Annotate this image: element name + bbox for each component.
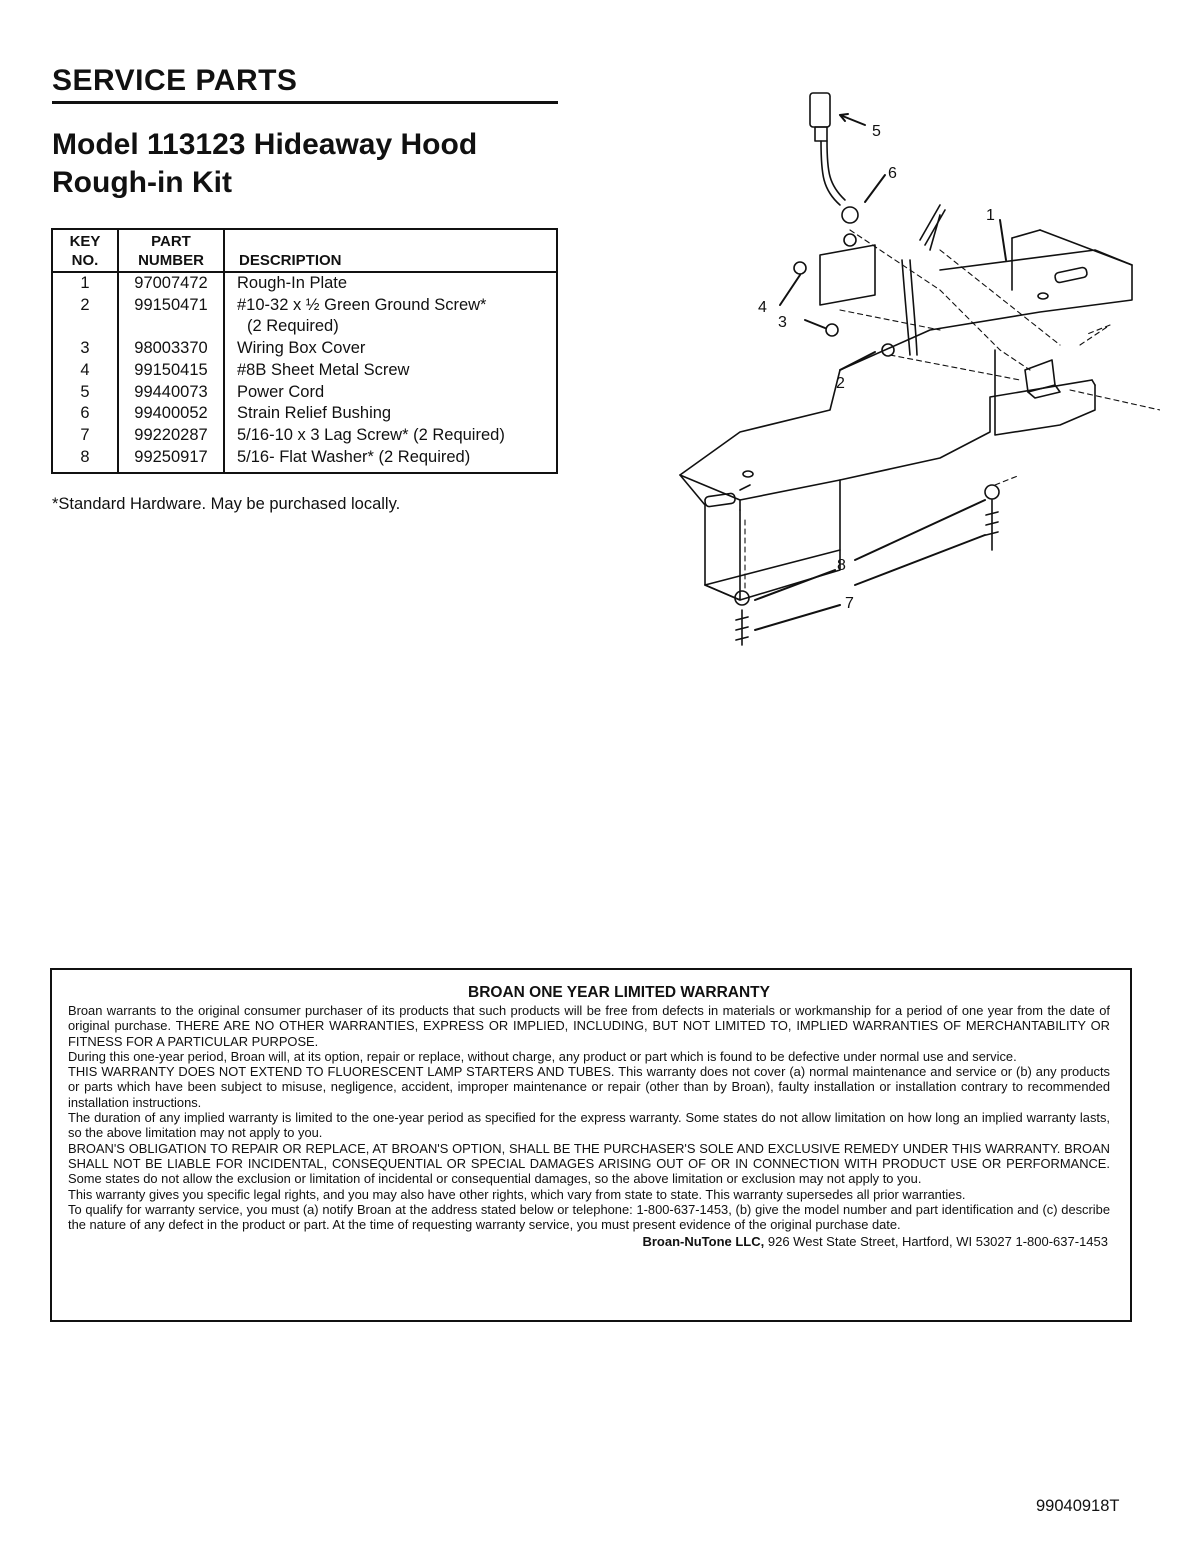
warranty-title: BROAN ONE YEAR LIMITED WARRANTY xyxy=(468,984,770,1001)
description: Rough-In Plate xyxy=(237,274,348,292)
part-number: 98003370 xyxy=(118,338,224,360)
table-row xyxy=(52,447,557,474)
part-number: 99440073 xyxy=(118,382,224,404)
part-number-header: PART NUMBER xyxy=(118,229,224,272)
part-number: 99250917 xyxy=(118,447,224,474)
callout-5: 5 xyxy=(872,123,881,140)
description: 5/16- Flat Washer* (2 Required) xyxy=(237,447,471,466)
screws-drawing xyxy=(735,262,999,645)
warranty-box xyxy=(50,968,1132,1322)
part-number: 99220287 xyxy=(118,425,224,447)
warranty-paragraph: During this one-year period, Broan will, at its option, repair or replace, without charge, any product or part which is found to be defective under normal use and service. xyxy=(68,1048,1017,1064)
standard-hardware-footnote: *Standard Hardware. May be purchased locally. xyxy=(52,495,401,513)
callout-2: 2 xyxy=(836,375,845,392)
description: 5/16-10 x 3 Lag Screw* (2 Required) xyxy=(237,425,505,444)
part-number: 99400052 xyxy=(118,403,224,425)
callout-4: 4 xyxy=(758,299,767,316)
section-title: SERVICE PARTS xyxy=(52,64,298,97)
alignment-lines xyxy=(745,230,1160,590)
warranty-contact xyxy=(68,1234,1110,1250)
table-row xyxy=(52,272,557,295)
model-title-line1: Model 113123 Hideaway Hood xyxy=(52,128,478,161)
description-subline: (2 Required) xyxy=(247,317,339,336)
callout-7: 7 xyxy=(845,595,854,612)
description: #8B Sheet Metal Screw xyxy=(237,360,410,379)
description: Strain Relief Bushing xyxy=(237,404,392,423)
warranty-paragraph: Broan warrants to the original consumer purchaser of its products that such products will be free from defects in materials or workmanship for a period of one year from the date of original purchase. THERE ARE NO OTHER WARRANTIES, EXPRESS OR IMPLIED, INCLUDING, BUT NOT LIMITED TO, IMPLIED WARRANTIES OF MERCHANTABILITY OR FITNESS FOR A PARTICULAR PURPOSE. xyxy=(68,1003,1110,1049)
key-no: 5 xyxy=(52,382,118,404)
table-row xyxy=(52,382,557,404)
table-row xyxy=(52,295,557,338)
callout-arrows xyxy=(755,114,1006,630)
part-number: 99150415 xyxy=(118,360,224,382)
warranty-paragraph: THIS WARRANTY DOES NOT EXTEND TO FLUORESCENT LAMP STARTERS AND TUBES. This warranty does not cover (a) normal maintenance and service or (b) any products or parts which have been subject to misuse, negligence, accident, improper maintenance or repair (other than by Broan), faulty installation or installation contrary to recommended installation instructions. xyxy=(68,1064,1110,1110)
key-no: 1 xyxy=(52,272,118,295)
table-row xyxy=(52,338,557,360)
company-address: 926 West State Street, Hartford, WI 53027 1-800-637-1453 xyxy=(764,1234,1108,1250)
key-no-header: KEY NO. xyxy=(52,229,118,272)
callout-8: 8 xyxy=(837,557,846,574)
callout-1: 1 xyxy=(986,207,995,224)
warranty-paragraph: To qualify for warranty service, you must (a) notify Broan at the address stated below or telephone: 1-800-637-1453, (b) give the model number and part identification and (c) describe the nature of any defect in the product or part. At the time of requesting warranty service, you must present evidence of the original purchase date. xyxy=(68,1201,1110,1233)
description: Power Cord xyxy=(237,382,325,401)
warranty-paragraph: BROAN'S OBLIGATION TO REPAIR OR REPLACE, AT BROAN'S OPTION, SHALL BE THE PURCHASER'S SOLE AND EXCLUSIVE REMEDY UNDER THIS WARRANTY. BROAN SHALL NOT BE LIABLE FOR INCIDENTAL, CONSEQUENTIAL OR SPECIAL DAMAGES ARISING OUT OF OR IN CONNECTION WITH PRODUCT USE OR PERFORMANCE. Some states do not allow the exclusion or limitation of incidental or consequential damages, so the above limitation or exclusion may not apply to you. xyxy=(68,1140,1110,1187)
callout-6: 6 xyxy=(888,165,897,182)
title-rule xyxy=(52,101,558,104)
table-row xyxy=(52,403,557,425)
warranty-paragraph: This warranty gives you specific legal rights, and you may also have other rights, which vary from state to state. This warranty supersedes all prior warranties. xyxy=(68,1186,966,1202)
key-no: 7 xyxy=(52,425,118,447)
part-number: 99150471 xyxy=(118,295,224,338)
parts-table xyxy=(51,228,558,474)
description: #10-32 x ½ Green Ground Screw* (2 Required) xyxy=(224,295,557,338)
table-row xyxy=(52,425,557,447)
model-title xyxy=(52,126,572,202)
callout-3: 3 xyxy=(778,314,787,331)
key-no: 3 xyxy=(52,338,118,360)
part-number: 97007472 xyxy=(118,272,224,295)
key-no: 4 xyxy=(52,360,118,382)
table-row xyxy=(52,360,557,382)
description-header: DESCRIPTION xyxy=(239,252,342,269)
description: Wiring Box Cover xyxy=(237,339,366,358)
key-no: 2 xyxy=(52,295,118,338)
warranty-paragraph: The duration of any implied warranty is limited to the one-year period as specified for the express warranty. Some states do not allow limitation on how long an implied warranty lasts, so the above limitation may not apply to you. xyxy=(68,1110,1110,1141)
key-no: 6 xyxy=(52,403,118,425)
model-title-line2: Rough-in Kit xyxy=(52,166,232,199)
company-name: Broan-NuTone LLC, xyxy=(642,1234,765,1250)
parts-table-header-row xyxy=(52,229,557,272)
key-no: 8 xyxy=(52,447,118,474)
exploded-parts-diagram xyxy=(640,80,1160,660)
document-number: 99040918T xyxy=(1036,1497,1120,1515)
rough-in-plate-drawing xyxy=(680,230,1132,600)
